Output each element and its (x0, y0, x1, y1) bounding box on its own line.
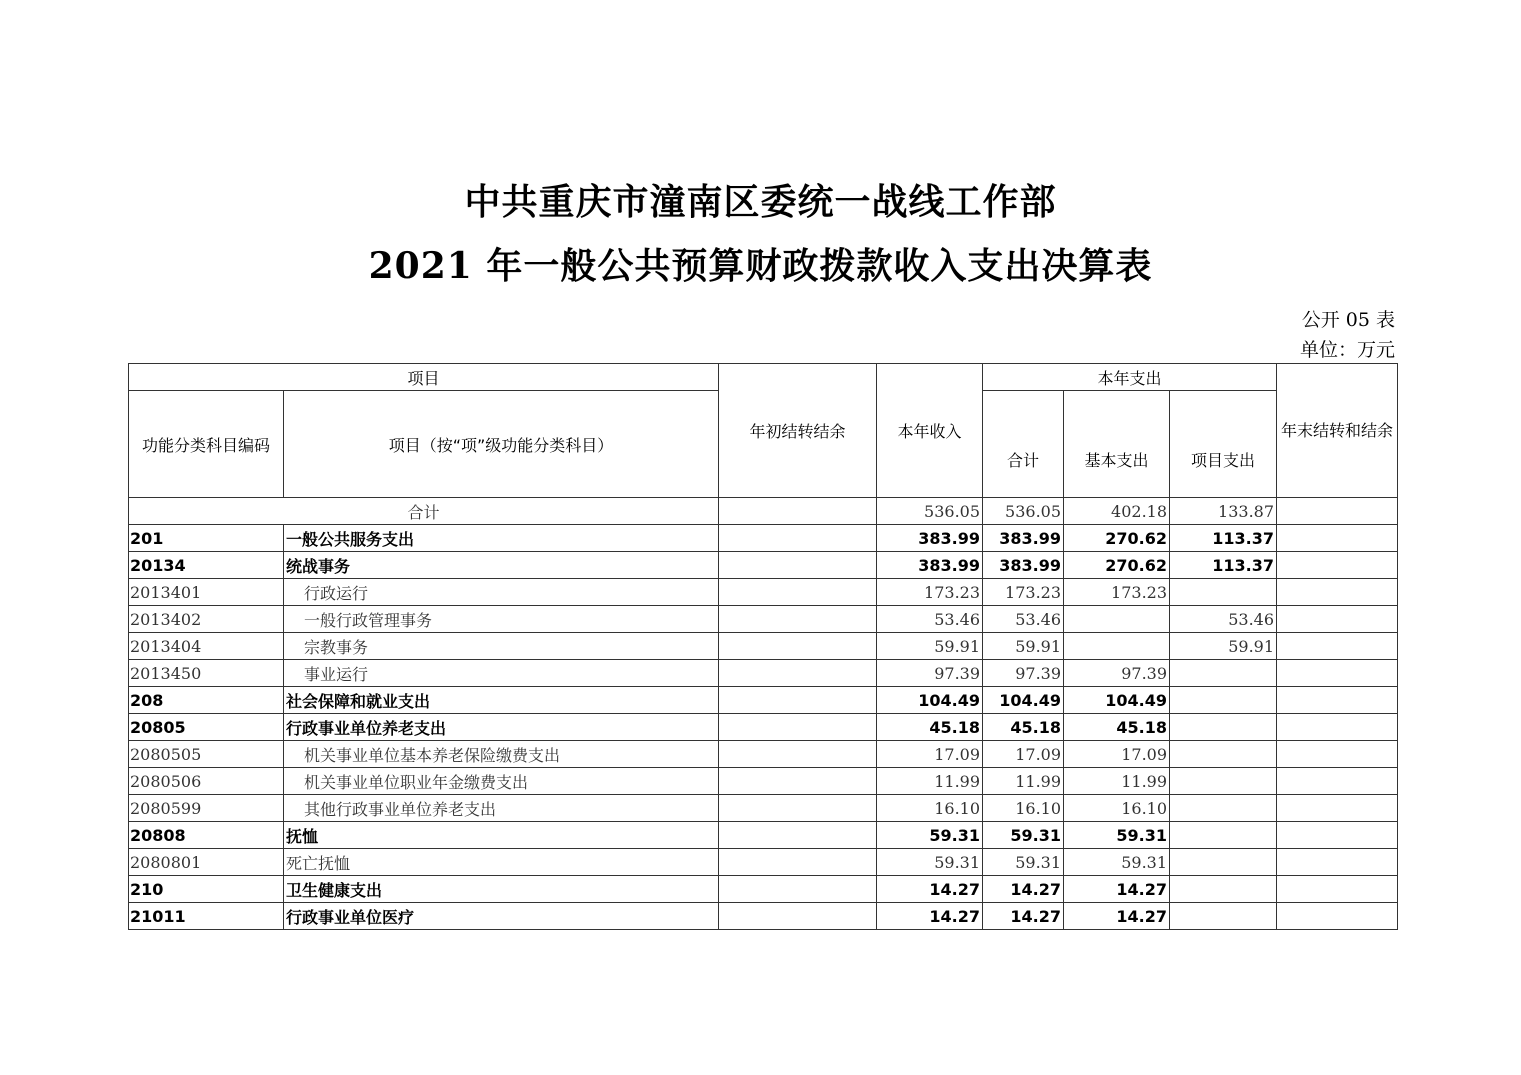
row-code: 2080599 (129, 795, 284, 822)
row-closing (1277, 903, 1398, 930)
row-opening (719, 525, 877, 552)
row-basic: 104.49 (1064, 687, 1170, 714)
row-closing (1277, 579, 1398, 606)
col-header-name: 项目（按“项”级功能分类科目） (284, 391, 719, 498)
col-header-basic: 基本支出 (1064, 391, 1170, 498)
row-opening (719, 741, 877, 768)
table-row (129, 579, 1398, 606)
row-code: 20134 (129, 552, 284, 579)
col-header-expense: 本年支出 (983, 364, 1277, 391)
row-name: 卫生健康支出 (284, 876, 719, 903)
row-name: 一般公共服务支出 (284, 525, 719, 552)
row-code: 201 (129, 525, 284, 552)
row-total: 383.99 (983, 525, 1064, 552)
row-code: 2080801 (129, 849, 284, 876)
row-opening (719, 660, 877, 687)
row-project-exp (1170, 768, 1277, 795)
row-opening (719, 714, 877, 741)
row-income: 383.99 (877, 552, 983, 579)
row-code: 2080505 (129, 741, 284, 768)
row-closing (1277, 606, 1398, 633)
row-closing (1277, 876, 1398, 903)
row-closing (1277, 795, 1398, 822)
row-opening (719, 795, 877, 822)
row-name: 机关事业单位职业年金缴费支出 (284, 768, 719, 795)
row-income: 53.46 (877, 606, 983, 633)
col-header-project-exp: 项目支出 (1170, 391, 1277, 498)
row-total: 11.99 (983, 768, 1064, 795)
row-closing (1277, 741, 1398, 768)
row-basic: 270.62 (1064, 552, 1170, 579)
row-basic: 17.09 (1064, 741, 1170, 768)
row-project-exp: 113.37 (1170, 525, 1277, 552)
row-name: 死亡抚恤 (284, 849, 719, 876)
row-opening (719, 579, 877, 606)
row-project-exp (1170, 741, 1277, 768)
row-opening (719, 768, 877, 795)
row-code: 2013402 (129, 606, 284, 633)
row-total: 97.39 (983, 660, 1064, 687)
page-subtitle: 2021 年一般公共预算财政拨款收入支出决算表 (368, 245, 1153, 287)
row-name: 抚恤 (284, 822, 719, 849)
row-project-exp: 59.91 (1170, 633, 1277, 660)
unit-label: 单位：万元 (1299, 339, 1395, 361)
table-row (129, 903, 1398, 930)
total-basic: 402.18 (1064, 498, 1170, 525)
row-income: 59.31 (877, 822, 983, 849)
row-name: 一般行政管理事务 (284, 606, 719, 633)
row-project-exp (1170, 687, 1277, 714)
row-opening (719, 903, 877, 930)
col-header-code: 功能分类科目编码 (129, 391, 284, 498)
row-basic (1064, 606, 1170, 633)
row-code: 2013401 (129, 579, 284, 606)
row-project-exp (1170, 876, 1277, 903)
col-header-total: 合计 (983, 391, 1064, 498)
row-closing (1277, 525, 1398, 552)
row-name: 其他行政事业单位养老支出 (284, 795, 719, 822)
row-income: 383.99 (877, 525, 983, 552)
row-basic: 45.18 (1064, 714, 1170, 741)
total-total: 536.05 (983, 498, 1064, 525)
row-project-exp: 53.46 (1170, 606, 1277, 633)
row-basic: 59.31 (1064, 849, 1170, 876)
row-total: 383.99 (983, 552, 1064, 579)
row-opening (719, 552, 877, 579)
table-row (129, 822, 1398, 849)
row-name: 社会保障和就业支出 (284, 687, 719, 714)
row-total: 45.18 (983, 714, 1064, 741)
row-code: 21011 (129, 903, 284, 930)
row-closing (1277, 660, 1398, 687)
row-income: 97.39 (877, 660, 983, 687)
row-closing (1277, 633, 1398, 660)
row-code: 210 (129, 876, 284, 903)
total-opening (719, 498, 877, 525)
row-income: 59.91 (877, 633, 983, 660)
row-project-exp (1170, 714, 1277, 741)
row-income: 16.10 (877, 795, 983, 822)
row-name: 事业运行 (284, 660, 719, 687)
row-total: 173.23 (983, 579, 1064, 606)
total-project-exp: 133.87 (1170, 498, 1277, 525)
row-total: 17.09 (983, 741, 1064, 768)
table-row (129, 606, 1398, 633)
row-closing (1277, 714, 1398, 741)
row-total: 16.10 (983, 795, 1064, 822)
row-name: 统战事务 (284, 552, 719, 579)
row-project-exp (1170, 795, 1277, 822)
row-name: 行政事业单位养老支出 (284, 714, 719, 741)
total-closing (1277, 498, 1398, 525)
table-row (129, 876, 1398, 903)
row-closing (1277, 687, 1398, 714)
row-project-exp (1170, 903, 1277, 930)
row-basic: 14.27 (1064, 903, 1170, 930)
row-income: 11.99 (877, 768, 983, 795)
row-income: 45.18 (877, 714, 983, 741)
table-row (129, 768, 1398, 795)
table-row (129, 687, 1398, 714)
row-code: 2080506 (129, 768, 284, 795)
row-project-exp (1170, 849, 1277, 876)
header-row-1 (129, 364, 1398, 391)
row-total: 14.27 (983, 903, 1064, 930)
row-name: 行政运行 (284, 579, 719, 606)
row-code: 20805 (129, 714, 284, 741)
row-basic (1064, 633, 1170, 660)
row-basic: 59.31 (1064, 822, 1170, 849)
row-income: 173.23 (877, 579, 983, 606)
row-total: 59.31 (983, 822, 1064, 849)
row-opening (719, 876, 877, 903)
table-row (129, 849, 1398, 876)
col-header-income: 本年收入 (877, 364, 983, 498)
col-header-closing: 年末结转和结余 (1277, 364, 1398, 498)
row-basic: 270.62 (1064, 525, 1170, 552)
row-name: 行政事业单位医疗 (284, 903, 719, 930)
row-name: 机关事业单位基本养老保险缴费支出 (284, 741, 719, 768)
row-basic: 11.99 (1064, 768, 1170, 795)
row-income: 17.09 (877, 741, 983, 768)
row-income: 59.31 (877, 849, 983, 876)
total-label: 合计 (129, 498, 719, 525)
table-row (129, 552, 1398, 579)
row-opening (719, 822, 877, 849)
row-closing (1277, 849, 1398, 876)
row-basic: 97.39 (1064, 660, 1170, 687)
row-income: 104.49 (877, 687, 983, 714)
row-total: 59.91 (983, 633, 1064, 660)
row-code: 2013404 (129, 633, 284, 660)
table-row (129, 525, 1398, 552)
row-name: 宗教事务 (284, 633, 719, 660)
row-closing (1277, 822, 1398, 849)
col-header-project: 项目 (129, 364, 719, 391)
row-income: 14.27 (877, 876, 983, 903)
row-project-exp (1170, 660, 1277, 687)
row-basic: 16.10 (1064, 795, 1170, 822)
row-opening (719, 606, 877, 633)
row-basic: 173.23 (1064, 579, 1170, 606)
table-row (129, 633, 1398, 660)
table-row (129, 795, 1398, 822)
row-income: 14.27 (877, 903, 983, 930)
row-project-exp (1170, 579, 1277, 606)
table-row (129, 741, 1398, 768)
row-code: 2013450 (129, 660, 284, 687)
table-row (129, 714, 1398, 741)
page-title: 中共重庆市潼南区委统一战线工作部 (464, 181, 1057, 223)
row-opening (719, 633, 877, 660)
row-total: 53.46 (983, 606, 1064, 633)
row-code: 208 (129, 687, 284, 714)
row-project-exp: 113.37 (1170, 552, 1277, 579)
row-total: 59.31 (983, 849, 1064, 876)
row-code: 20808 (129, 822, 284, 849)
row-project-exp (1170, 822, 1277, 849)
row-total: 104.49 (983, 687, 1064, 714)
row-opening (719, 687, 877, 714)
total-row (129, 498, 1398, 525)
row-closing (1277, 768, 1398, 795)
row-basic: 14.27 (1064, 876, 1170, 903)
table-row (129, 660, 1398, 687)
budget-table (128, 363, 1398, 930)
total-income: 536.05 (877, 498, 983, 525)
col-header-opening: 年初结转结余 (719, 364, 877, 498)
row-opening (719, 849, 877, 876)
row-total: 14.27 (983, 876, 1064, 903)
row-closing (1277, 552, 1398, 579)
table-number: 公开 05 表 (1301, 309, 1395, 331)
